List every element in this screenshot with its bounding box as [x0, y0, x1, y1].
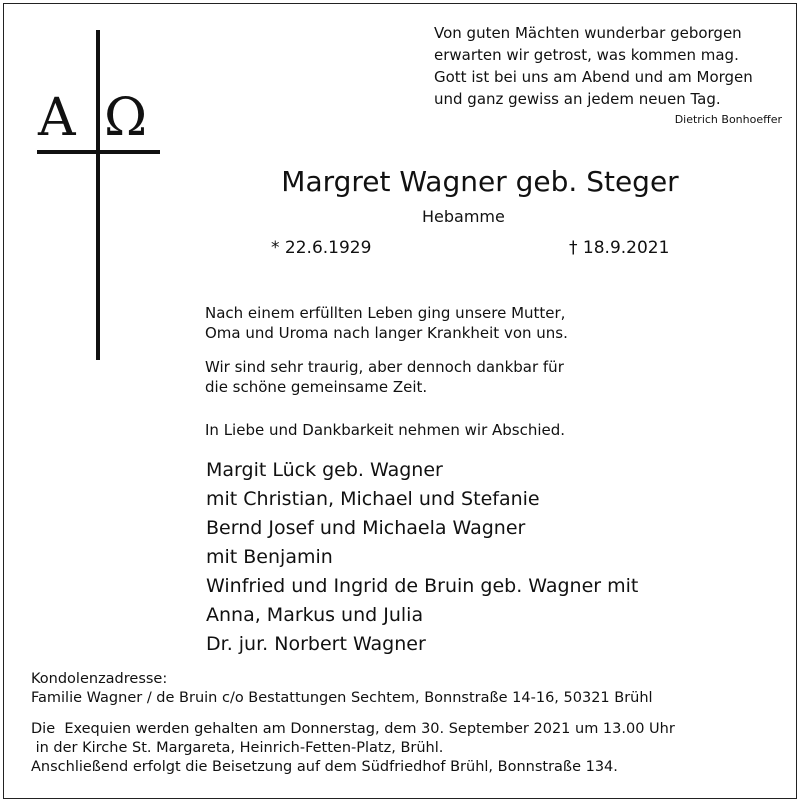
mourner-line: Bernd Josef und Michaela Wagner [206, 517, 526, 539]
deceased-name: Margret Wagner geb. Steger [281, 165, 679, 198]
paragraph-life [205, 303, 568, 343]
service-block [31, 720, 675, 777]
service-line: Die Exequien werden gehalten am Donnerstag, dem 30. September 2021 um 13.00 Uhr [31, 721, 675, 737]
paragraph-line: Wir sind sehr traurig, aber dennoch dankbar für [205, 358, 564, 376]
condolence-block [31, 670, 653, 708]
mourners-list [206, 456, 638, 659]
poem [434, 22, 753, 110]
poem-line: und ganz gewiss an jedem neuen Tag. [434, 90, 721, 108]
paragraph-line: Nach einem erfüllten Leben ging unsere Mutter, [205, 304, 566, 322]
service-line: in der Kirche St. Margareta, Heinrich-Fetten-Platz, Brühl. [31, 740, 444, 756]
mourner-line: Margit Lück geb. Wagner [206, 459, 443, 481]
deceased-profession: Hebamme [422, 207, 505, 226]
poem-line: Gott ist bei uns am Abend und am Morgen [434, 68, 753, 86]
poem-line: erwarten wir getrost, was kommen mag. [434, 46, 739, 64]
paragraph-line: die schöne gemeinsame Zeit. [205, 378, 428, 396]
cross-horizontal-bar [37, 150, 160, 154]
mourner-line: mit Christian, Michael und Stefanie [206, 488, 540, 510]
mourner-line: Winfried und Ingrid de Bruin geb. Wagner mit [206, 575, 639, 597]
death-date: † 18.9.2021 [569, 238, 670, 258]
poem-line: Von guten Mächten wunderbar geborgen [434, 24, 742, 42]
alpha-symbol: A [38, 88, 76, 148]
service-line: Anschließend erfolgt die Beisetzung auf dem Südfriedhof Brühl, Bonnstraße 134. [31, 759, 618, 775]
poem-author: Dietrich Bonhoeffer [674, 113, 782, 126]
mourner-line: Anna, Markus und Julia [206, 604, 424, 626]
paragraph-grief [205, 357, 564, 397]
mourner-line: mit Benjamin [206, 546, 333, 568]
birth-date: * 22.6.1929 [271, 238, 372, 258]
omega-symbol: Ω [104, 88, 148, 148]
obituary-notice [3, 3, 797, 799]
mourner-line: Dr. jur. Norbert Wagner [206, 633, 426, 655]
condolence-address: Familie Wagner / de Bruin c/o Bestattungen Sechtem, Bonnstraße 14-16, 50321 Brühl [31, 690, 653, 706]
condolence-label: Kondolenzadresse: [31, 671, 168, 687]
paragraph-line: In Liebe und Dankbarkeit nehmen wir Abschied. [205, 421, 566, 439]
paragraph-farewell [205, 420, 565, 440]
paragraph-line: Oma und Uroma nach langer Krankheit von uns. [205, 324, 568, 342]
